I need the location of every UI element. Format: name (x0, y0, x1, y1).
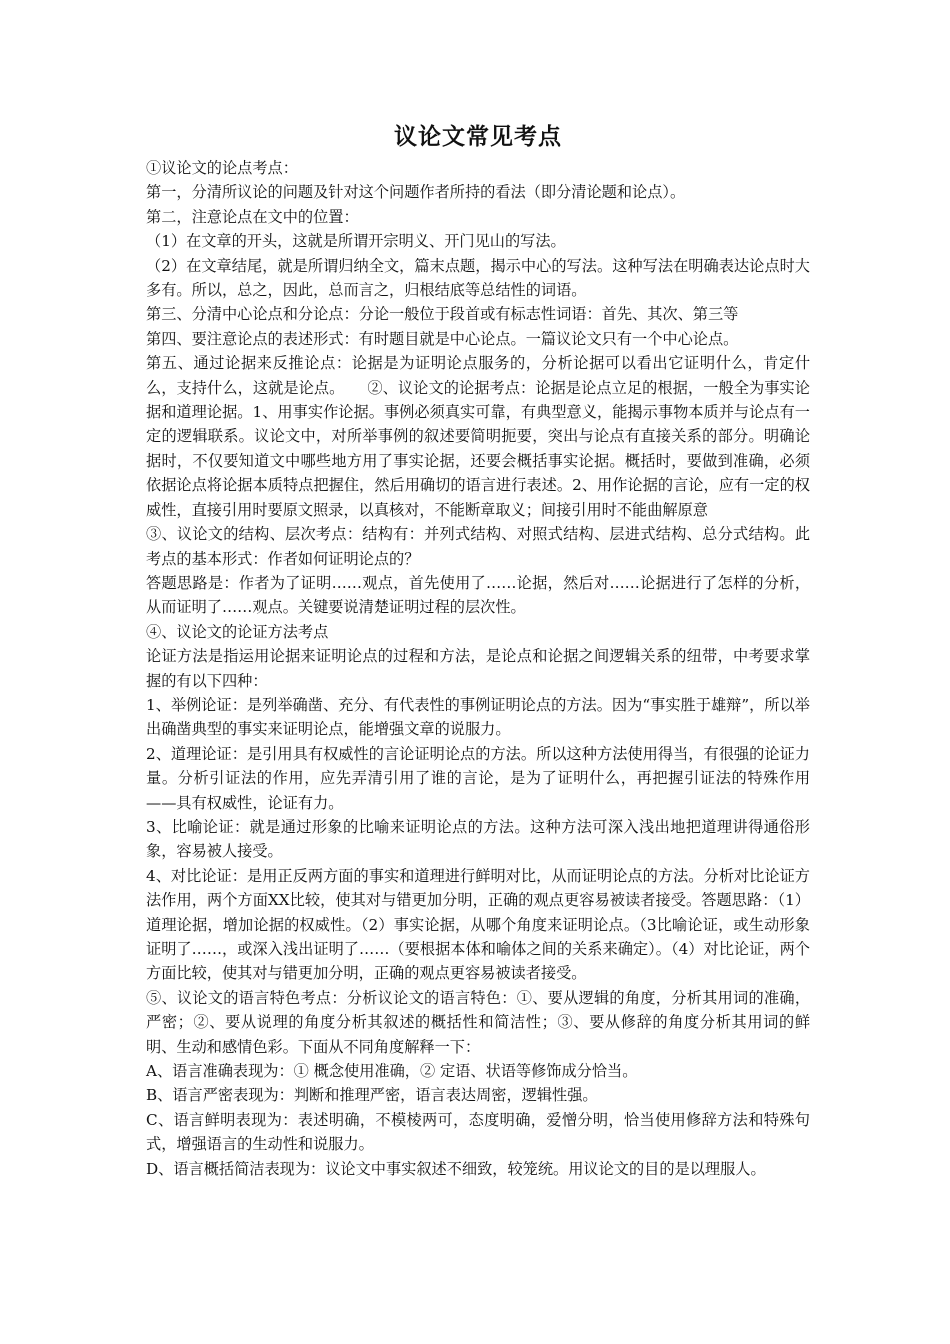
list-item: 2、道理论证：是引用具有权威性的言论证明论点的方法。所以这种方法使用得当，有很强的论证力量。分析引证法的作用，应先弄清引用了谁的言论，是为了证明什么，再把握引证法的特殊作用——具有权威性，论证有力。 (146, 744, 810, 812)
section-5-paragraph: ⑤、议论文的语言特色考点：分析议论文的语言特色：①、要从逻辑的角度，分析其用词的准确，严密；②、要从说理的角度分析其叙述的概括性和简洁性；③、要从修辞的角度分析其用词的鲜明、生动和感情色彩。下面从不同角度解释一下： (146, 988, 810, 1056)
document-title: 议论文常见考点 (394, 123, 562, 150)
list-item: A、语言准确表现为：① 概念使用准确，② 定语、状语等修饰成分恰当。 (146, 1062, 638, 1081)
paragraph: 论证方法是指运用论据来证明论点的过程和方法，是论点和论据之间逻辑关系的纽带，中考要求掌握的有以下四种： (146, 647, 810, 690)
paragraph: 第四、要注意论点的表述形式：有时题目就是中心论点。一篇议论文只有一个中心论点。 (146, 329, 739, 348)
paragraph: 第五、通过论据来反推论点：论据是为证明论点服务的，分析论据可以看出它证明什么，肯定什么，支持什么，这就是论点。 ②、议论文的论据考点：论据是论点立足的根据，一般全为事实论据和道理论据。1、用事实作论据。事例必须真实可靠，有典型意义，能揭示事物本质并与论点有一定的逻辑联系。议论文中，对所举事例的叙述要简明扼要，突出与论点有直接关系的部分。明确论据时，不仅要知道文中哪些地方用了事实论据，还要会概括事实论据。概括时，要做到准确，必须依据论点将论据本质特点把握住，然后用确切的语言进行表述。2、用作论据的言论，应有一定的权威性，直接引用时要原文照录，以真核对，不能断章取义；间接引用时不能曲解原意 (146, 354, 810, 519)
list-item: 3、比喻论证：就是通过形象的比喻来证明论点的方法。这种方法可深入浅出地把道理讲得通俗形象，容易被人接受。 (146, 817, 810, 861)
section-1-heading: ①议论文的论点考点： (146, 159, 298, 177)
list-item: 4、对比论证：是用正反两方面的事实和道理进行鲜明对比，从而证明论点的方法。分析对比论证方法作用，两个方面XX比较，使其对与错更加分明，正确的观点更容易被读者接受。答题思路：（1）道理论据，增加论据的权威性。（2）事实论据，从哪个角度来证明论点。（3比喻论证，或生动形象证明了……，或深入浅出证明了……（要根据本体和喻体之间的关系来确定）。（4）对比论证，两个方面比较，使其对与错更加分明，正确的观点更容易被读者接受。 (146, 866, 810, 983)
paragraph: （1）在文章的开头，这就是所谓开宗明义、开门见山的写法。 (146, 232, 566, 251)
section-3-paragraph: ③、议论文的结构、层次考点：结构有：并列式结构、对照式结构、层进式结构、总分式结构。此考点的基本形式：作者如何证明论点的？ (146, 525, 810, 568)
paragraph: 第二，注意论点在文中的位置： (146, 207, 359, 226)
list-item: 1、举例论证：是列举确凿、充分、有代表性的事例证明论点的方法。因为“事实胜于雄辩”，所以举出确凿典型的事实来证明论点，能增强文章的说服力。 (146, 695, 810, 739)
section-4-heading: ④、议论文的论证方法考点 (146, 622, 329, 641)
paragraph: 答题思路是：作者为了证明……观点，首先使用了……论据，然后对……论据进行了怎样的分析，从而证明了……观点。关键要说清楚证明过程的层次性。 (146, 573, 810, 617)
document-page (146, 118, 810, 1181)
paragraph: 第三、分清中心论点和分论点：分论一般位于段首或有标志性词语：首先、其次、第三等 (146, 305, 739, 324)
list-item: B、语言严密表现为：判断和推理严密，语言表达周密，逻辑性强。 (146, 1086, 598, 1105)
list-item: D、语言概括简洁表现为：议论文中事实叙述不细致，较笼统。用议论文的目的是以理服人。 (146, 1159, 766, 1178)
paragraph: 第一，分清所议论的问题及针对这个问题作者所持的看法（即分清论题和论点）。 (146, 183, 686, 202)
list-item: C、语言鲜明表现为：表述明确，不模棱两可，态度明确，爱憎分明，恰当使用修辞方法和特殊句式，增强语言的生动性和说服力。 (146, 1110, 810, 1154)
paragraph: （2）在文章结尾，就是所谓归纳全文，篇末点题，揭示中心的写法。这种写法在明确表达论点时大多有。所以，总之，因此，总而言之，归根结底等总结性的词语。 (146, 256, 810, 300)
